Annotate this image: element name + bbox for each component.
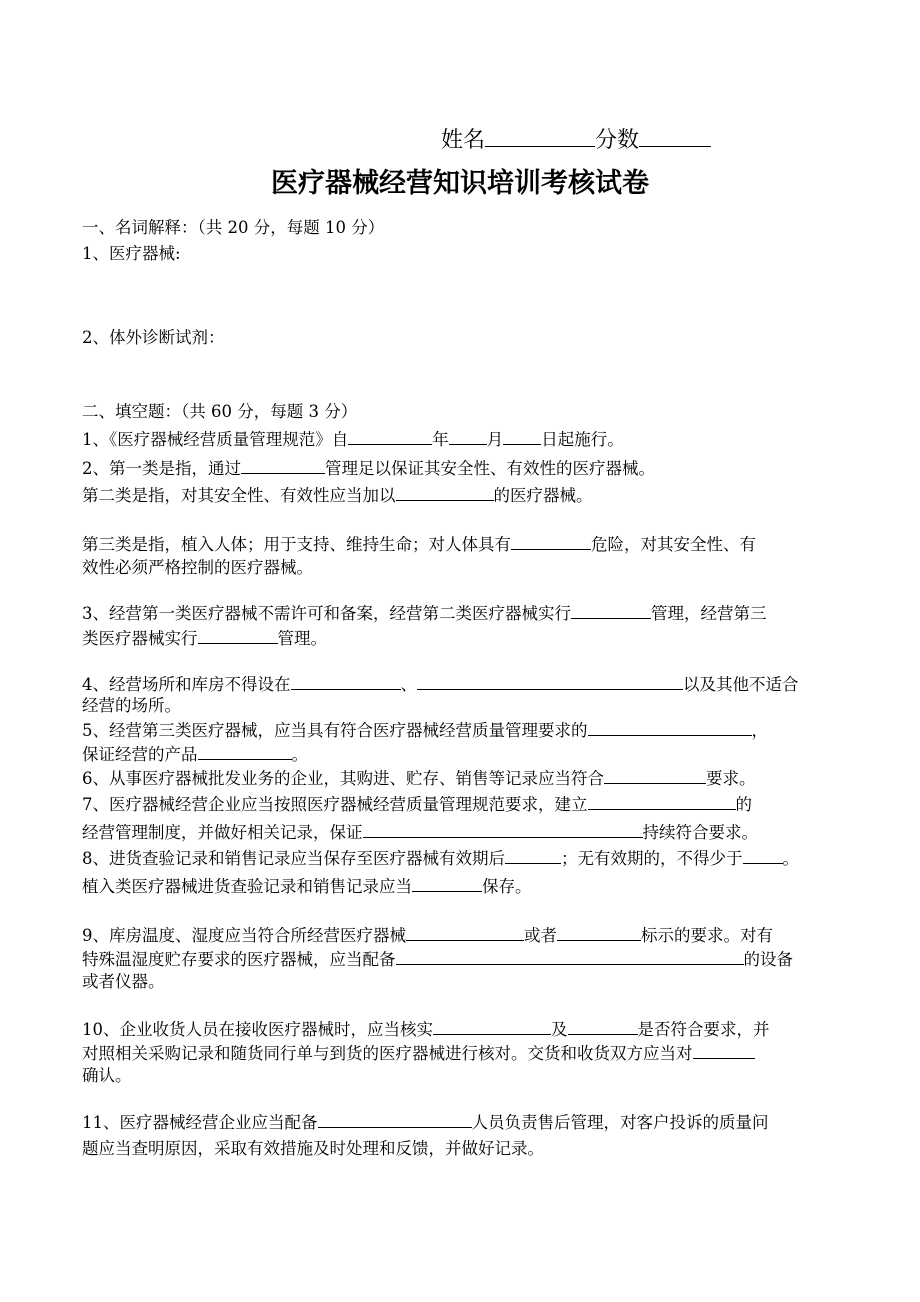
q1-day-blank[interactable] [503,427,541,445]
q9-blank3[interactable] [396,947,744,965]
score-label: 分数 [595,128,640,153]
s2-q5-line2: 保证经营的产品 。 [82,742,308,766]
s2-q4-line2: 经营的场所。 [82,696,181,715]
name-blank[interactable] [485,124,595,147]
section1-heading: 一、名词解释：（共 20 分，每题 10 分） [82,218,385,237]
s2-q2-line2: 第二类是指，对其安全性、有效性应当加以 的医疗器械。 [82,483,593,507]
s2-q8-line2: 植入类医疗器械进货查验记录和销售记录应当 保存。 [82,874,532,898]
q5-blank2[interactable] [198,742,292,760]
s2-q11-line2: 题应当查明原因，采取有效措施及时处理和反馈，并做好记录。 [82,1139,544,1158]
s2-q9-line3: 或者仪器。 [82,972,165,991]
s2-q11-line1: 11、医疗器械经营企业应当配备 人员负责售后管理，对客户投诉的质量问 [82,1110,769,1134]
s2-q1: 1、《医疗器械经营质量管理规范》自 年 月 日起施行。 [82,427,624,451]
q2-blank2[interactable] [396,483,494,501]
name-label: 姓名 [441,128,486,153]
s2-q10-line2: 对照相关采购记录和随货同行单与到货的医疗器械进行核对。交货和收货双方应当对 [82,1041,755,1065]
q10-blank3[interactable] [693,1041,755,1059]
q10-blank1[interactable] [433,1017,551,1035]
q8-blank2[interactable] [743,846,783,864]
q9-blank1[interactable] [406,923,524,941]
s1-q2: 2、体外诊断试剂： [82,328,225,347]
s2-q7-line2: 经营管理制度，并做好相关记录，保证 持续符合要求。 [82,820,758,844]
q10-blank2[interactable] [568,1017,638,1035]
q2-blank3[interactable] [511,532,591,550]
s2-q8-line1: 8、进货查验记录和销售记录应当保存至医疗器械有效期后 ；无有效期的，不得少于 。 [82,846,799,870]
q4-blank2[interactable] [417,672,683,690]
q3-blank1[interactable] [571,601,651,619]
q11-blank1[interactable] [318,1110,472,1128]
s2-q2-line3: 第三类是指，植入人体；用于支持、维持生命；对人体具有 危险，对其安全性、有 [82,532,756,556]
q6-blank[interactable] [604,766,706,784]
s2-q4-line1: 4、经营场所和库房不得设在 、 以及其他不适合 [82,672,799,696]
q5-blank1[interactable] [588,718,752,736]
s2-q3-line1: 3、经营第一类医疗器械不需许可和备案，经营第二类医疗器械实行 管理，经营第三 [82,601,767,625]
q7-blank1[interactable] [588,792,736,810]
q4-blank1[interactable] [291,672,401,690]
q9-blank2[interactable] [557,923,641,941]
s2-q5-line1: 5、经营第三类医疗器械，应当具有符合医疗器械经营质量管理要求的 ， [82,718,768,742]
s2-q3-line2: 类医疗器械实行 管理。 [82,626,327,650]
q8-blank1[interactable] [505,846,561,864]
s2-q2-line4: 效性必须严格控制的医疗器械。 [82,558,313,577]
s2-q9-line2: 特殊温湿度贮存要求的医疗器械，应当配备 的设备 [82,947,793,971]
section2-heading: 二、填空题：（共 60 分，每题 3 分） [82,402,358,421]
q3-blank2[interactable] [198,626,278,644]
exam-title: 医疗器械经营知识培训考核试卷 [271,168,649,199]
q2-blank1[interactable] [241,456,325,474]
q7-blank2[interactable] [363,820,643,838]
s2-q2-line1: 2、第一类是指，通过 管理足以保证其安全性、有效性的医疗器械。 [82,456,655,480]
s2-q7-line1: 7、医疗器械经营企业应当按照医疗器械经营质量管理规范要求，建立 的 [82,792,752,816]
name-score-line [441,124,711,155]
score-blank[interactable] [639,124,711,147]
q1-year-blank[interactable] [348,427,432,445]
q1-month-blank[interactable] [449,427,487,445]
s1-q1: 1、医疗器械: [82,244,181,263]
s2-q10-line1: 10、企业收货人员在接收医疗器械时，应当核实 及 是否符合要求，并 [82,1017,770,1041]
s2-q10-line3: 确认。 [82,1066,132,1085]
q8-blank3[interactable] [412,874,482,892]
s2-q9-line1: 9、库房温度、湿度应当符合所经营医疗器械 或者 标示的要求。对有 [82,923,773,947]
s2-q6: 6、从事医疗器械批发业务的企业，其购进、贮存、销售等记录应当符合 要求。 [82,766,756,790]
